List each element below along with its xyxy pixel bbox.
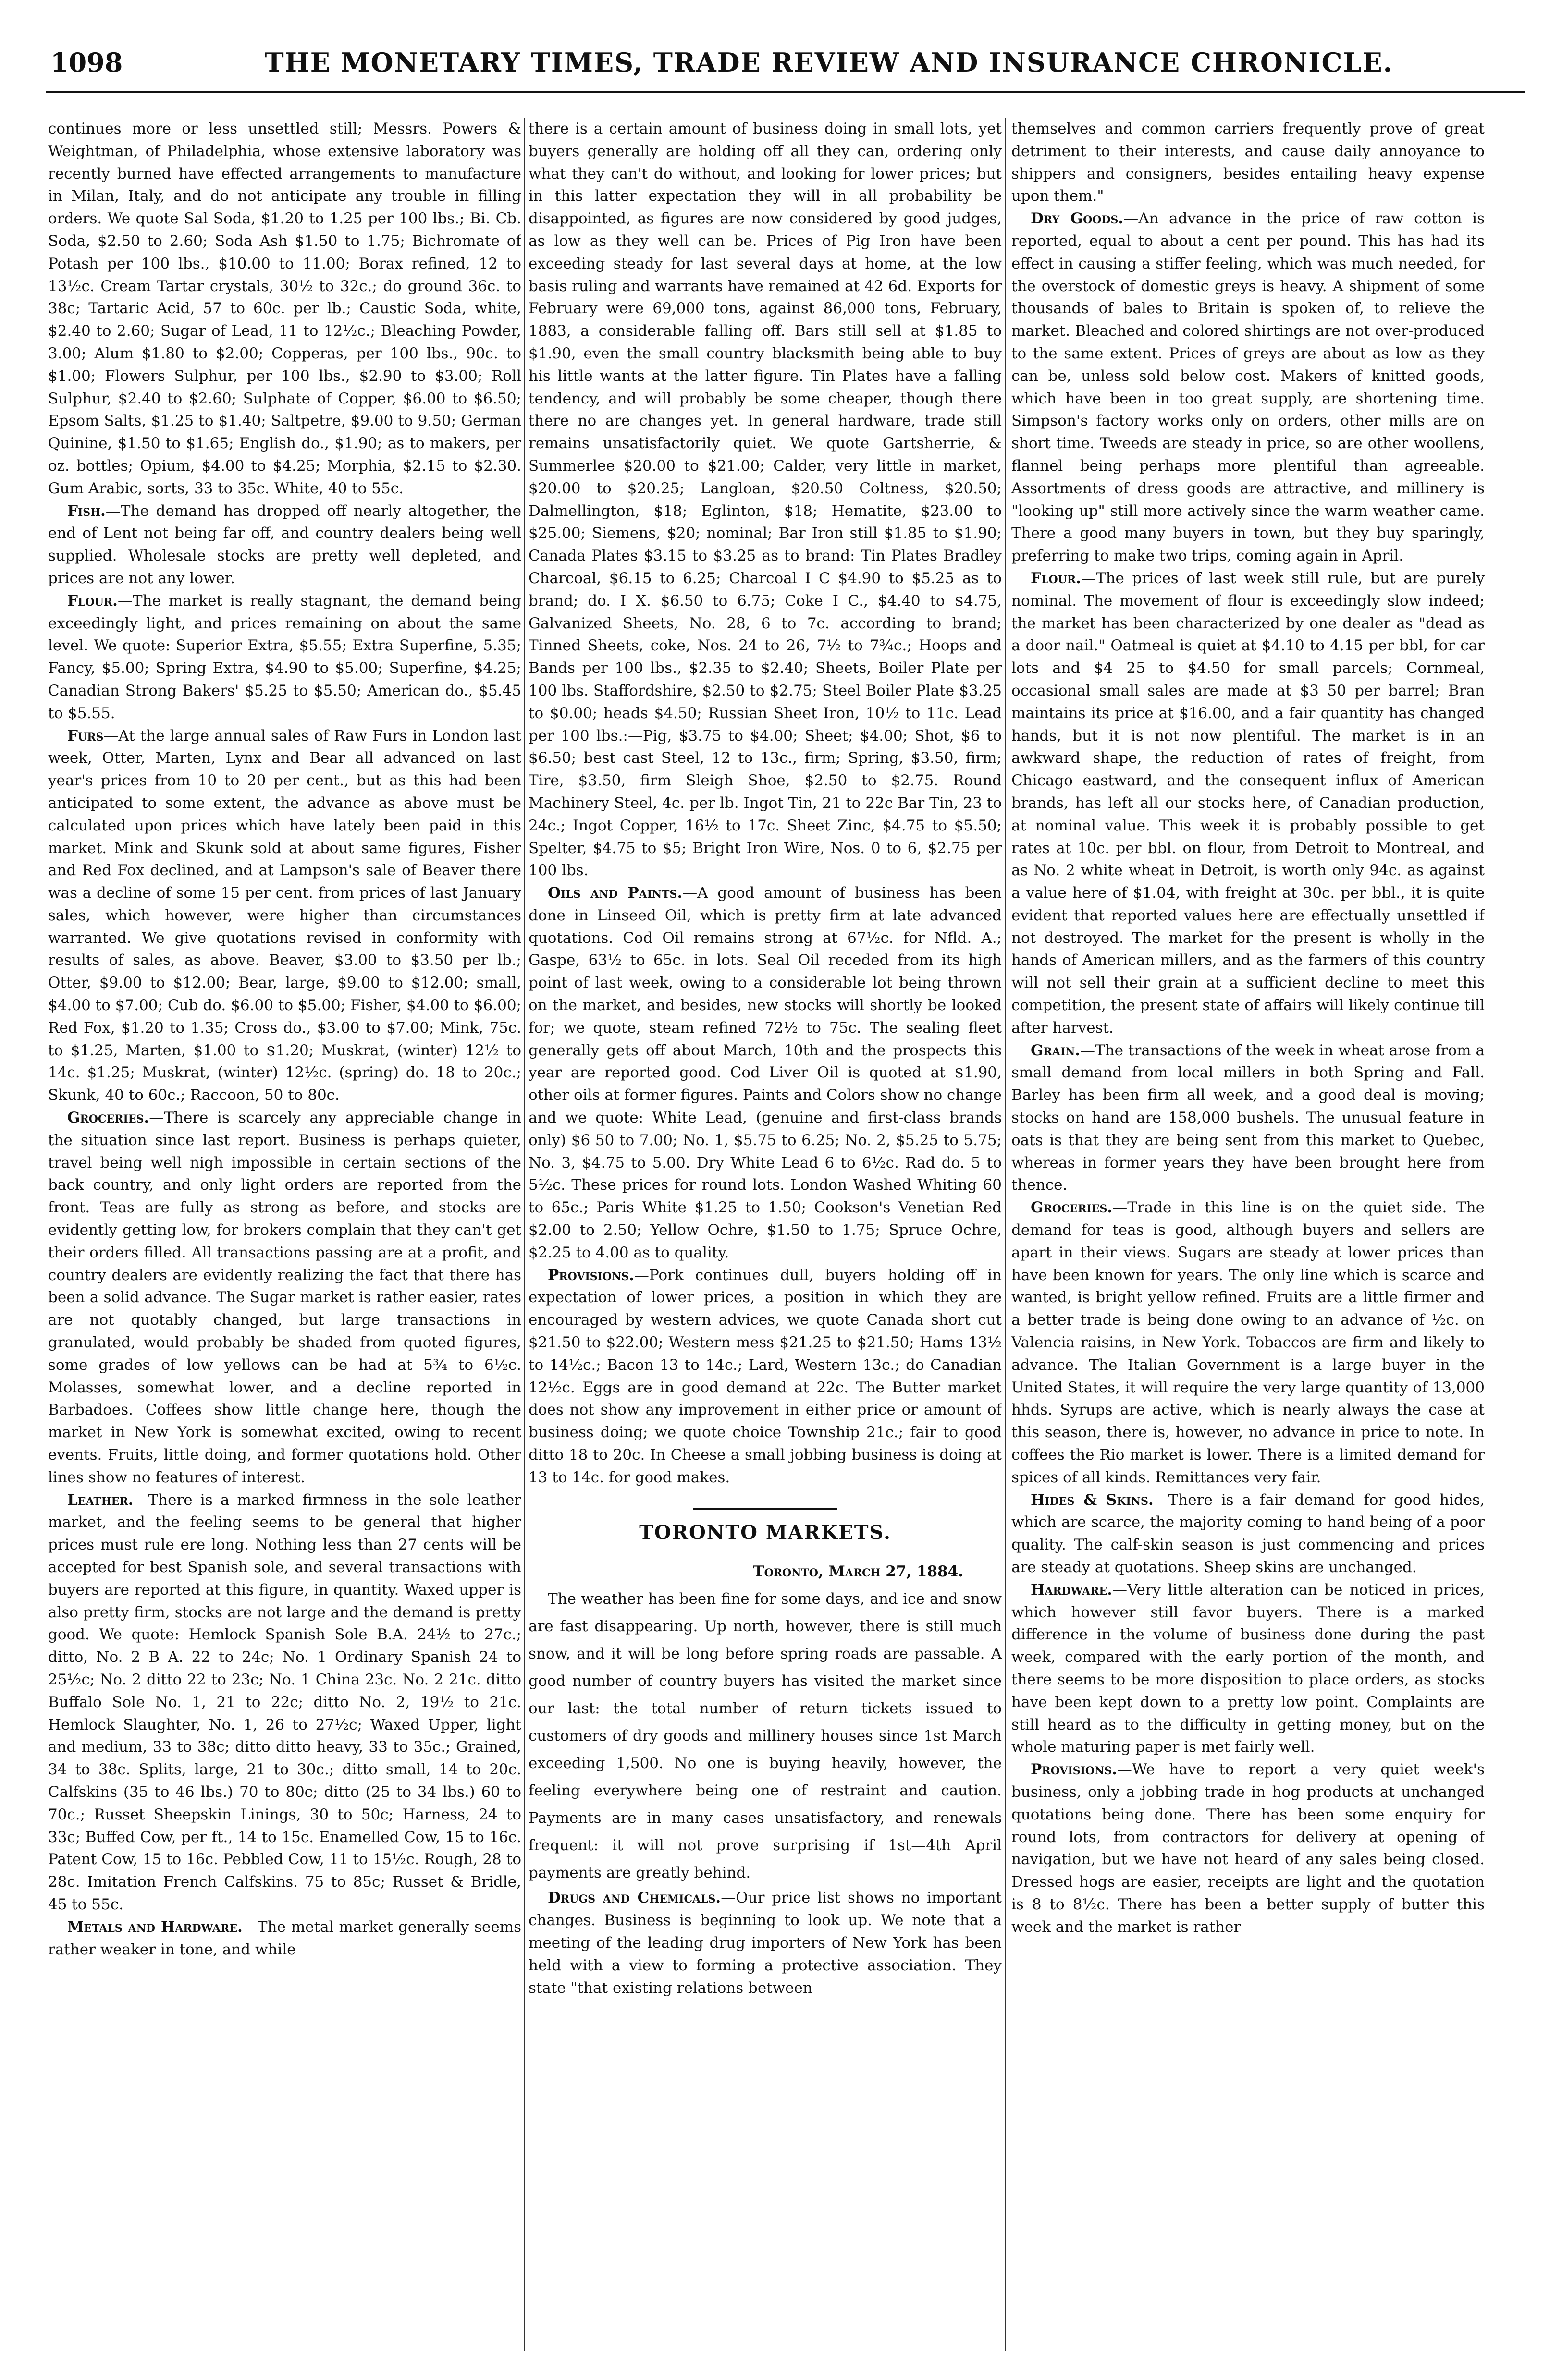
- section-heading: Leather.: [67, 1491, 134, 1509]
- header-rule: [46, 91, 1525, 93]
- section-body: —We have to report a very quiet week's business, only a jobbing trade in hog products at unchanged quotations being done. There has been some enquiry for round lots, from contractors for delivery at opening of navigation, but we have not heard of any sales being closed. Dressed hogs are easier, receipts are light and the quotation is 8 to 8½c. There has been a better supply of butter this week and the market is rather: [1011, 1761, 1485, 1936]
- page-number: 1098: [50, 47, 123, 78]
- column-3: [1011, 118, 1485, 2356]
- market-report-fish: [48, 500, 521, 590]
- section-body: —Trade in this line is on the quiet side. The demand for teas is good, although buyers and sellers are apart in their views. Sugars are steady at lower prices than have been known for years. The only line which is scarce and wanted, is bright yellow refined. Fruits are a little firmer and a better trade is being done owing to an advance of ½c. on Valencia raisins, in New York. Tobaccos are firm and likely to advance. The Italian Government is a large buyer in the United States, it will require the very large quantity of 13,000 hhds. Syrups are active, which is nearly always the case at this season, there is, however, no advance in price to note. In coffees the Rio market is lower. There is a limited demand for spices of all kinds. Remittances very fair.: [1011, 1199, 1485, 1486]
- market-report-groceries: [48, 1107, 521, 1489]
- section-body: —Our price list shows no important changes. Business is beginning to look up. We note that a meeting of the leading drug importers of New York has been held with a view to forming a protective association. They state "that existing relations between: [529, 1889, 1002, 1997]
- section-body: —The market is really stagnant, the demand being exceedingly light, and prices remaining on about the same level. We quote: Superior Extra, $5.55; Extra Superfine, 5.35; Fancy, $5.00; Spring Extra, $4.90 to $5.00; Superfine, $4.25; Canadian Strong Bakers' $5.25 to $5.50; American do., $5.45 to $5.55.: [48, 592, 521, 722]
- article-paragraph: themselves and common carriers frequently prove of great detriment to their interests, and cause daily annoyance to shippers and consigners, besides entailing heavy expense upon them.": [1011, 120, 1485, 205]
- section-body: —The transactions of the week in wheat arose from a small demand from local millers in both Spring and Fall. Barley has been firm all week, and a good deal is moving; stocks on hand are 158,000 bushels. The unusual feature in oats is that they are being sent from this market to Quebec, whereas in former years they have been brought here from thence.: [1011, 1041, 1485, 1194]
- article-paragraph: there is a certain amount of business doing in small lots, yet buyers generally are holding off all they can, ordering only what they can't do without, and looking for lower prices; but in this latter expectation they will in all probability be disappointed, as figures are now considered by good judges, as low as they well can be. Prices of Pig Iron have been exceeding steady for last several days at home, at the low basis ruling and warrants have remained at 42 6d. Exports for February were 69,000 tons, against 86,000 tons, February, 1883, a considerable falling off. Bars still sell at $1.85 to $1.90, even the small country blacksmith being able to buy his little wants at the latter figure. Tin Plates have a falling tendency, and will probably be some cheaper, though there there no are changes yet. In general hardware, trade still remains unsatisfactorily quiet. We quote Gartsherrie, & Summerlee $20.00 to $21.00; Calder, very little in market, $20.00 to $20.25; Langloan, $20.50 Coltness, $20.50; Dalmellington, $18; Eglinton, $18; Hematite, $23.00 to $25.00; Siemens, $20; nominal; Bar Iron still $1.85 to $1.90; Canada Plates $3.15 to $3.25 as to brand: Tin Plates Bradley Charcoal, $6.15 to 6.25; Charcoal I C $4.90 to $5.25 as to brand; do. I X. $6.50 to 6.75; Coke I C., $4.40 to $4.75, Galvanized Sheets, No. 28, 6 to 7c. according to brand; Tinned Sheets, coke, Nos. 24 to 26, 7½ to 7¾c.; Hoops and Bands per 100 lbs., $2.35 to $2.40; Sheets, Boiler Plate per 100 lbs. Staffordshire, $2.50 to $2.75; Steel Boiler Plate $3.25 to $0.00; heads $4.50; Russian Sheet Iron, 10½ to 11c. Lead per 100 lbs.:—Pig, $3.75 to $4.00; Sheet; $4.00; Shot, $6 to $6.50; best cast Steel, 12 to 13c., firm; Spring, $3.50, firm; Tire, $3.50, firm Sleigh Shoe, $2.50 to $2.75. Round Machinery Steel, 4c. per lb. Ingot Tin, 21 to 22c Bar Tin, 23 to 24c.; Ingot Copper, 16½ to 17c. Sheet Zinc, $4.75 to $5.50; Spelter, $4.75 to $5; Bright Iron Wire, Nos. 0 to 6, $2.75 per 100 lbs.: [529, 120, 1002, 879]
- article-paragraph: continues more or less unsettled still; Messrs. Powers & Weightman, of Philadelphia, whose extensive laboratory was recently burned have effected arrangements to manufacture in Milan, Italy, and do not anticipate any trouble in filling orders. We quote Sal Soda, $1.20 to 1.25 per 100 lbs.; Bi. Cb. Soda, $2.50 to 2.60; Soda Ash $1.50 to 1.75; Bichromate of Potash per 100 lbs., $10.00 to 11.00; Borax refined, 12 to 13½c. Cream Tartar crystals, 30½ to 32c.; do ground 36c. to 38c; Tartaric Acid, 57 to 60c. per lb.; Caustic Soda, white, $2.40 to 2.60; Sugar of Lead, 11 to 12½c.; Bleaching Powder, 3.00; Alum $1.80 to $2.00; Copperas, per 100 lbs., 90c. to $1.00; Flowers Sulphur, per 100 lbs., $2.90 to $3.00; Roll Sulphur, $2.40 to $2.60; Sulphate of Copper, $6.00 to $6.50; Epsom Salts, $1.25 to $1.40; Saltpetre, $9.00 to 9.50; German Quinine, $1.50 to $1.65; English do., $1.90; as to makers, per oz. bottles; Opium, $4.00 to $4.25; Morphia, $2.15 to $2.30. Gum Arabic, sorts, 33 to 35c. White, 40 to 55c.: [48, 120, 521, 497]
- section-body: —There is a fair demand for good hides, which are scarce, the majority coming to hand being of a poor quality. The calf-skin season is just commencing and prices are steady at quotations. Sheep skins are unchanged.: [1011, 1491, 1485, 1576]
- section-heading: Flour.: [1031, 569, 1081, 587]
- section-body: —A good amount of business has been done in Linseed Oil, which is pretty firm at late advanced quotations. Cod Oil remains strong at 67½c. for Nfld. A.; Gaspe, 63½ to 65c. in lots. Seal Oil receded from its high point of last week, owing to a considerable lot being thrown on the market, and besides, new stocks will shortly be looked for; we quote, steam refined 72½ to 75c. The sealing fleet generally gets off about March, 10th and the prospects this year are reported good. Cod Liver Oil is quoted at $1.90, other oils at former figures. Paints and Colors show no change and we quote: White Lead, (genuine and first-class brands only) $6 50 to 7.00; No. 1, $5.75 to 6.25; No. 2, $5.25 to 5.75; No. 3, $4.75 to 5.00. Dry White Lead 6 to 6½c. Rad do. 5 to 5½c. These prices for round lots. London Washed Whiting 60 to 65c.; Paris White $1.25 to 1.50; Cookson's Venetian Red $2.00 to 2.50; Yellow Ochre, $1.50 to 1.75; Spruce Ochre, $2.25 to 4.00 as to quality.: [529, 884, 1002, 1261]
- market-report-flour: [1011, 567, 1485, 1039]
- market-report-grain: [1011, 1039, 1485, 1197]
- market-report-groceries: [1011, 1196, 1485, 1489]
- market-report-oils: [529, 882, 1002, 1264]
- section-heading: Groceries.: [67, 1109, 149, 1127]
- section-body: —Pork continues dull, buyers holding off in expectation of lower prices, a position in which they are encouraged by western advices, we quote Canada short cut $21.50 to $22.00; Western mess $21.25 to $21.50; Hams 13½ to 14½c.; Bacon 13 to 14c.; Lard, Western 13c.; do Canadian 12½c. Eggs are in good demand at 22c. The Butter market does not show any improvement in either price or amount of business doing; we quote choice Township 21c.; fair to good ditto 18 to 20c. In Cheese a small jobbing business is doing at 13 to 14c. for good makes.: [529, 1266, 1002, 1486]
- masthead-title: THE MONETARY TIMES, TRADE REVIEW AND INSURANCE CHRONICLE.: [264, 47, 1393, 78]
- section-body: —The demand has dropped off nearly altogether, the end of Lent not being far off, and country dealers being well supplied. Wholesale stocks are pretty well depleted, and prices are not any lower.: [48, 502, 521, 587]
- article-paragraph: The weather has been fine for some days, and ice and snow are fast disappearing. Up north, however, there is still much snow, and it will be long before spring roads are passable. A good number of country buyers has visited the market since our last: the total number of return tickets issued to customers of dry goods and millinery houses since 1st March exceeding 1,500. No one is buying heavily, however, the feeling everywhere being one of restraint and caution. Payments are in many cases unsatisfactory, and renewals frequent: it will not prove surprising if 1st—4th April payments are greatly behind.: [529, 1590, 1002, 1882]
- column-2: [529, 118, 1002, 2356]
- toronto-heading-block: [529, 1508, 1002, 1544]
- heading-rule: [693, 1508, 837, 1510]
- column-1: [48, 118, 521, 2356]
- market-report-provisions: [529, 1264, 1002, 1489]
- section-heading: Grain.: [1031, 1041, 1081, 1059]
- section-body: —The metal market generally seems rather weaker in tone, and while: [48, 1918, 521, 1958]
- market-report-drugs: [529, 1887, 1002, 1999]
- section-body: —There is a marked firmness in the sole leather market, and the feeling seems to be general that higher prices must rule ere long. Nothing less than 27 cents will be accepted for best Spanish sole, and several transactions with buyers are reported at this figure, in quantity. Waxed upper is also pretty firm, stocks are not large and the demand is pretty good. We quote: Hemlock Spanish Sole B.A. 24½ to 27c.; ditto, No. 2 B A. 22 to 24c; No. 1 Ordinary Spanish 24 to 25½c; No. 2 ditto 22 to 23c; No. 1 China 23c. No. 2 21c. ditto Buffalo Sole No. 1, 21 to 22c; ditto No. 2, 19½ to 21c. Hemlock Slaughter, No. 1, 26 to 27½c; Waxed Upper, light and medium, 33 to 38c; ditto ditto heavy, 33 to 35c.; Grained, 34 to 38c. Splits, large, 21 to 30c.; ditto small, 14 to 20c. Calfskins (35 to 46 lbs.) 70 to 80c; ditto (25 to 34 lbs.) 60 to 70c.; Russet Sheepskin Linings, 30 to 50c; Harness, 24 to 33c; Buffed Cow, per ft., 14 to 15c. Enamelled Cow, 15 to 16c. Patent Cow, 15 to 16c. Pebbled Cow, 11 to 15½c. Rough, 28 to 28c. Imitation French Calfskins. 75 to 85c; Russet & Bridle, 45 to 55c.: [48, 1491, 521, 1913]
- market-report-hides: [1011, 1489, 1485, 1579]
- market-report-dry-goods: [1011, 207, 1485, 567]
- section-body: —Very little alteration can be noticed in prices, which however still favor buyers. There is a marked difference in the volume of business done during the past week, compared with the early portion of the month, and there seems to be more disposition to place orders, as stocks have been kept down to a pretty low point. Complaints are still heard as to the difficulty in getting money, but on the whole maturing paper is met fairly well.: [1011, 1581, 1485, 1756]
- market-report-leather: [48, 1489, 521, 1916]
- column-divider: [1005, 118, 1006, 2351]
- section-body: —There is scarcely any appreciable change in the situation since last report. Business is perhaps quieter, travel being well nigh impossible in certain sections of the back country, and only light orders are reported from the front. Teas are fully as strong as before, and stocks are evidently getting low, for brokers complain that they can't get their orders filled. All transactions passing are at a profit, and country dealers are evidently realizing the fact that there has been a solid advance. The Sugar market is rather easier, rates are not quotably changed, but large transactions in granulated, would probably be shaded from quoted figures, some grades of low yellows can be had at 5¾ to 6½c. Molasses, somewhat lower, and a decline reported in Barbadoes. Coffees show little change here, though the market in New York is somewhat excited, owing to recent events. Fruits, little doing, and former quotations hold. Other lines show no features of interest.: [48, 1109, 521, 1486]
- column-divider: [524, 118, 525, 2351]
- section-heading: Hardware.: [1031, 1581, 1112, 1599]
- market-report-metals: [48, 1916, 521, 1961]
- section-heading: Oils and Paints.: [548, 884, 683, 902]
- market-report-provisions: [1011, 1758, 1485, 1938]
- section-heading: Fish.: [67, 502, 106, 520]
- section-heading: Provisions.: [1031, 1761, 1117, 1779]
- section-heading: Metals and Hardware.: [67, 1918, 243, 1936]
- section-body: —An advance in the price of raw cotton is reported, equal to about a cent per pound. This has had its effect in causing a stiffer feeling, which was much needed, for the overstock of domestic greys is heavy. A shipment of some thousands of bales to Britain is spoken of, to relieve the market. Bleached and colored shirtings are not over-produced to the same extent. Prices of greys are about as low as they can be, unless sold below cost. Makers of knitted goods, which have been in too great supply, are shortening time. Simpson's factory works only on orders, other mills are on short time. Tweeds are steady in price, so are other woollens, flannel being perhaps more plentiful than agreeable. Assortments of dress goods are attractive, and millinery is "looking up" still more actively since the warm weather came. There a good many buyers in town, but they buy sparingly, preferring to make two trips, coming again in April.: [1011, 210, 1485, 565]
- section-heading: Drugs and Chemicals.: [548, 1889, 721, 1907]
- section-heading: Groceries.: [1031, 1199, 1113, 1217]
- section-body: —At the large annual sales of Raw Furs in London last week, Otter, Marten, Lynx and Bear all advanced on last year's prices from 10 to 20 per cent., but as this had been anticipated to some extent, the advance as above must be calculated upon prices which have lately been paid in this market. Mink and Skunk sold at about same figures, Fisher and Red Fox declined, and at Lampson's sale of Beaver there was a decline of some 15 per cent. from prices of last January sales, which however, were higher than circumstances warranted. We give quotations revised in conformity with results of sales, as above. Beaver, $3.00 to $3.50 per lb.; Otter, $9.00 to $12.00; Bear, large, $9.00 to $12.00; small, $4.00 to $7.00; Cub do. $6.00 to $5.00; Fisher, $4.00 to $6.00; Red Fox, $1.20 to 1.35; Cross do., $3.00 to $7.00; Mink, 75c. to $1.25, Marten, $1.00 to $1.20; Muskrat, (winter) 12½ to 14c. $1.25; Muskrat, (winter) 12½c. (spring) do. 18 to 20c.; Skunk, 40 to 60c.; Raccoon, 50 to 80c.: [48, 727, 521, 1104]
- section-heading: Flour.: [67, 592, 118, 610]
- section-heading: Hides & Skins.: [1031, 1491, 1154, 1509]
- section-heading: Provisions.: [548, 1266, 634, 1284]
- page-header: [46, 42, 1525, 81]
- section-heading: Furs: [67, 727, 104, 745]
- section-heading: Dry Goods.: [1031, 210, 1124, 228]
- market-report-flour: [48, 590, 521, 725]
- market-report-hardware: [1011, 1579, 1485, 1758]
- market-report-furs: [48, 725, 521, 1107]
- dateline: Toronto, March 27, 1884.: [753, 1563, 963, 1581]
- toronto-markets-heading: TORONTO MARKETS.: [639, 1521, 891, 1544]
- toronto-section: [529, 1558, 1002, 1887]
- section-body: —The prices of last week still rule, but are purely nominal. The movement of flour is exceedingly slow indeed; the market has been characterized by one dealer as "dead as a door nail." Oatmeal is quiet at $4.10 to 4.15 per bbl, for car lots and $4 25 to $4.50 for small parcels; Cornmeal, occasional small sales are made at $3 50 per barrel; Bran maintains its price at $16.00, and a fair quantity has changed hands, but it is not now plentiful. The market is in an awkward shape, the reduction of rates of freight, from Chicago eastward, and the consequent influx of American brands, has left all our stocks here, of Canadian production, at nominal value. This week it is probably possible to get rates at 10c. per bbl. on flour, from Detroit to Montreal, and as No. 2 white wheat in Detroit, is worth only 94c. as against a value here of $1.04, with freight at 30c. per bbl., it is quite evident that reported values here are effectually unsettled if not destroyed. The market for the present is wholly in the hands of American millers, and as the farmers of this country will not sell their grain at a sufficient decline to meet this competition, the present state of affairs will likely continue till after harvest.: [1011, 569, 1485, 1037]
